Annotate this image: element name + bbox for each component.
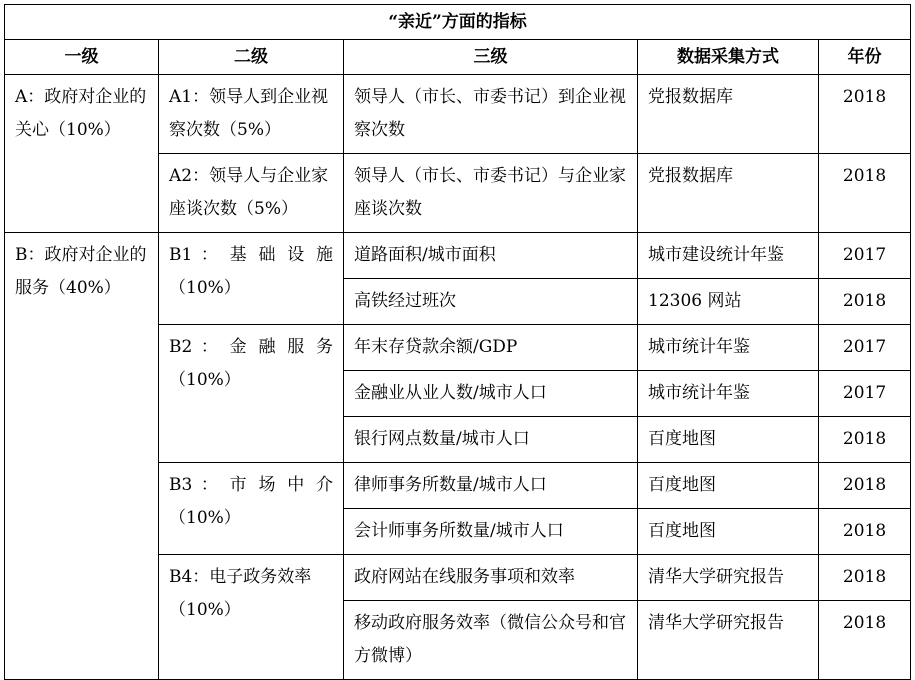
indicator-cell: 领导人（市长、市委书记）与企业家座谈次数	[344, 154, 638, 233]
level2-cell-b4	[159, 555, 344, 680]
year-cell: 2018	[819, 417, 911, 463]
indicator-cell: 道路面积/城市面积	[344, 233, 638, 279]
method-cell: 党报数据库	[638, 75, 819, 154]
method-cell: 百度地图	[638, 509, 819, 555]
level2-cell-b1	[159, 233, 344, 325]
year-cell: 2018	[819, 555, 911, 601]
level1-cell-b: B：政府对企业的服务（40%）	[5, 233, 159, 680]
level2-b4-name: B4：电子政务效率	[169, 567, 312, 587]
level2-b1-weight: （10%）	[169, 278, 241, 298]
method-cell: 12306 网站	[638, 279, 819, 325]
year-cell: 2017	[819, 233, 911, 279]
header-year: 年份	[819, 40, 911, 75]
indicator-cell: 会计师事务所数量/城市人口	[344, 509, 638, 555]
header-level1: 一级	[5, 40, 159, 75]
level2-cell-a1: A1：领导人到企业视察次数（5%）	[159, 75, 344, 154]
indicator-cell: 律师事务所数量/城市人口	[344, 463, 638, 509]
year-cell: 2017	[819, 371, 911, 417]
year-cell: 2018	[819, 154, 911, 233]
header-method: 数据采集方式	[638, 40, 819, 75]
table-title-row	[5, 5, 911, 40]
header-row	[5, 40, 911, 75]
table-row	[5, 233, 911, 279]
year-cell: 2018	[819, 279, 911, 325]
indicator-cell: 高铁经过班次	[344, 279, 638, 325]
level2-cell-a2: A2：领导人与企业家座谈次数（5%）	[159, 154, 344, 233]
level2-b2-name: B2 ： 金 融 服 务	[169, 337, 333, 357]
method-cell: 城市建设统计年鉴	[638, 233, 819, 279]
year-cell: 2018	[819, 463, 911, 509]
level1-cell-a: A：政府对企业的关心（10%）	[5, 75, 159, 233]
level2-cell-b2	[159, 325, 344, 463]
level2-cell-b3	[159, 463, 344, 555]
level2-b1-name: B1 ： 基 础 设 施	[169, 245, 333, 265]
year-cell: 2018	[819, 509, 911, 555]
table-row	[5, 75, 911, 154]
method-cell: 党报数据库	[638, 154, 819, 233]
level2-b3-weight: （10%）	[169, 508, 241, 528]
method-cell: 城市统计年鉴	[638, 325, 819, 371]
indicator-cell: 银行网点数量/城市人口	[344, 417, 638, 463]
method-cell: 清华大学研究报告	[638, 601, 819, 680]
indicator-cell: 年末存贷款余额/GDP	[344, 325, 638, 371]
indicator-cell: 金融业从业人数/城市人口	[344, 371, 638, 417]
level2-b4-weight: （10%）	[169, 600, 241, 620]
method-cell: 百度地图	[638, 417, 819, 463]
year-cell: 2017	[819, 325, 911, 371]
header-level2: 二级	[159, 40, 344, 75]
header-level3: 三级	[344, 40, 638, 75]
level2-b3-name: B3 ： 市 场 中 介	[169, 475, 333, 495]
indicator-cell: 领导人（市长、市委书记）到企业视察次数	[344, 75, 638, 154]
table-title: “亲近”方面的指标	[5, 5, 911, 40]
indicator-cell: 移动政府服务效率（微信公众号和官方微博）	[344, 601, 638, 680]
level2-b2-weight: （10%）	[169, 370, 241, 390]
indicator-cell: 政府网站在线服务事项和效率	[344, 555, 638, 601]
method-cell: 百度地图	[638, 463, 819, 509]
method-cell: 清华大学研究报告	[638, 555, 819, 601]
indicator-table	[4, 4, 911, 680]
year-cell: 2018	[819, 601, 911, 680]
method-cell: 城市统计年鉴	[638, 371, 819, 417]
year-cell: 2018	[819, 75, 911, 154]
